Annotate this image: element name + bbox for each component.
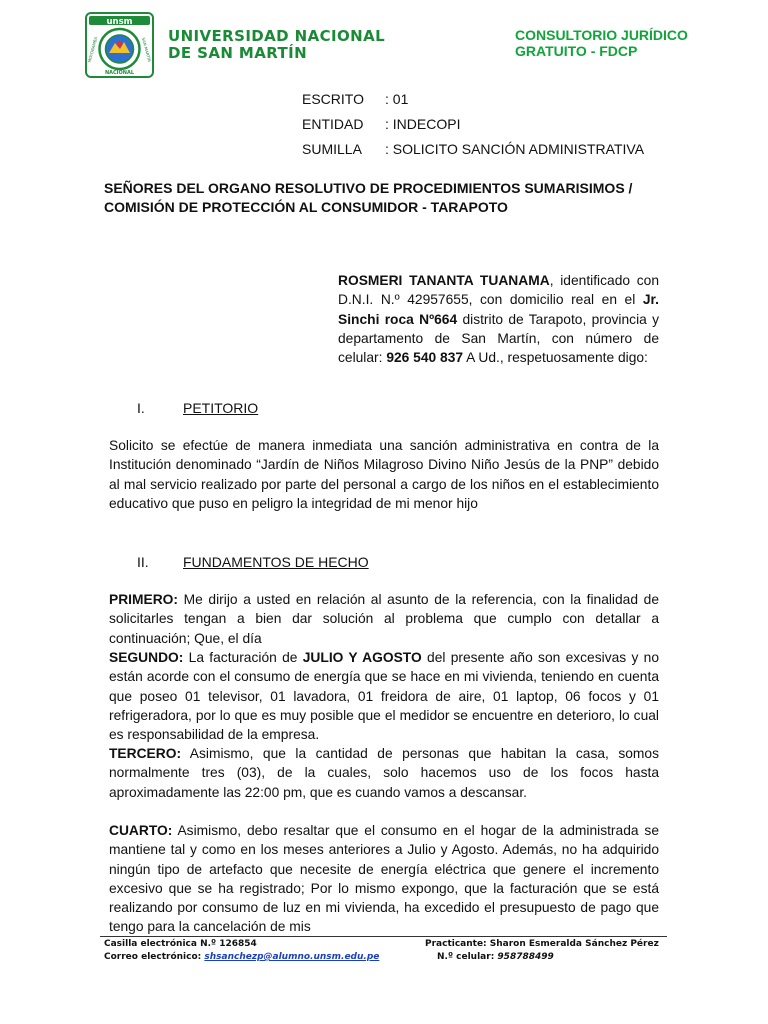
meta-key: ENTIDAD xyxy=(302,116,364,132)
consultorio-title xyxy=(515,27,688,59)
petitorio-paragraph: Solicito se efectúe de manera inmediata una sanción administrativa en contra de la Institución denominado “Jardín de Niños Milagroso Divino Niño Jesús de la PNP” debido al mal servicio realizado por parte del personal a cargo de los niños en el establecimiento educativo que puso en peligro la integridad de mi menor hijo xyxy=(109,438,659,511)
intro-paragraph xyxy=(338,271,659,367)
cuarto-paragraph xyxy=(109,821,659,937)
intro-text-2: distrito de Tarapoto, provincia y departamento de San Martín, con número de celular: xyxy=(338,311,659,366)
segundo-paragraph xyxy=(109,648,659,744)
intro-phone: 926 540 837 xyxy=(386,350,464,366)
tercero-text: Asimismo, que la cantidad de personas que habitan la casa, somos normalmente tres (03), de la cuales, solo hacemos uso de los focos hasta aproximadamente las 22:00 pm, que es cuando vamos a descansar. xyxy=(109,746,659,800)
intro-text-3: A Ud., respetuosamente digo: xyxy=(463,350,648,366)
tercero-label: TERCERO: xyxy=(109,746,182,761)
email-link[interactable]: shsanchezp@alumno.unsm.edu.pe xyxy=(204,952,380,962)
university-name xyxy=(168,28,385,62)
logo-top-text: unsm xyxy=(106,17,133,27)
primero-paragraph xyxy=(109,590,659,648)
section-number: I. xyxy=(137,400,145,416)
consultorio-line2: GRATUITO - FDCP xyxy=(515,43,638,59)
segundo-text-2: del presente año son excesivas y no están acorde con el consumo de energía que se hace en mi vivienda, teniendo en cuenta que poseo 01 televisor, 01 lavadora, 01 freidora de aire, 01 laptop, 06 focos y 01 refrigeradora, por lo que es muy posible que el medidor se encuentre en deterioro, lo cual es responsabilidad de la empresa. xyxy=(109,650,660,743)
section-title-petitorio: PETITORIO xyxy=(183,400,259,416)
logo-right-text: SAN MARTÍN xyxy=(140,36,152,63)
addressee: SEÑORES DEL ORGANO RESOLUTIVO DE PROCEDIMIENTOS SUMARISIMOS / COMISIÓN DE PROTECCIÓN AL CONSUMIDOR - TARAPOTO xyxy=(104,180,633,215)
section-number: II. xyxy=(137,554,149,570)
university-seal-icon xyxy=(87,14,152,76)
cuarto-text: Asimismo, debo resaltar que el consumo en el hogar de la administrada se mantiene tal y como en los meses anteriores a Julio y Agosto. Además, no ha adquirido ningún tipo de artefacto que necesite de energía eléctrica que genere el incremento excesivo que se ha registrado; Por lo mismo expongo, que la facturación que se está realizando por consumo de luz en mi vivienda, ha excedido el presupuesto de pago que tengo para la cancelación de mis xyxy=(109,823,659,935)
meta-value: : 01 xyxy=(385,91,409,107)
segundo-months: JULIO Y AGOSTO xyxy=(302,650,422,665)
meta-key: ESCRITO xyxy=(302,91,364,107)
footer-practicante: Practicante: Sharon Esmeralda Sánchez Pérez xyxy=(425,939,659,949)
footer-celular-label: N.º celular: xyxy=(437,952,498,962)
meta-key: SUMILLA xyxy=(302,141,362,157)
university-name-line2: DE SAN MARTÍN xyxy=(168,44,308,62)
meta-value: : INDECOPI xyxy=(385,116,461,132)
consultorio-line1: CONSULTORIO JURÍDICO xyxy=(515,27,688,43)
tercero-paragraph xyxy=(109,744,659,802)
footer-divider xyxy=(100,936,667,937)
primero-label: PRIMERO: xyxy=(109,592,178,607)
logo-left-text: MOYOBAMBA xyxy=(87,36,99,63)
segundo-label: SEGUNDO: xyxy=(109,650,184,665)
logo-bottom-text: NACIONAL xyxy=(104,70,135,76)
primero-text: Me dirijo a usted en relación al asunto de la referencia, con la finalidad de solicitarles tengan a bien dar solución al problema que cumplo con detallar a continuación; Que, el día xyxy=(109,592,659,646)
university-logo xyxy=(85,12,154,78)
section-title-fundamentos: FUNDAMENTOS DE HECHO xyxy=(183,554,369,570)
intro-name: ROSMERI TANANTA TUANAMA xyxy=(338,273,550,288)
segundo-text-1: La facturación de xyxy=(183,650,303,665)
footer-correo xyxy=(104,952,379,962)
meta-value: : SOLICITO SANCIÓN ADMINISTRATIVA xyxy=(385,141,645,157)
footer-casilla: Casilla electrónica N.º 126854 xyxy=(104,939,257,949)
university-name-line1: UNIVERSIDAD NACIONAL xyxy=(168,27,386,45)
cuarto-label: CUARTO: xyxy=(109,823,173,838)
footer-correo-label: Correo electrónico: xyxy=(104,952,205,962)
footer-celular-value: 958788499 xyxy=(497,952,554,962)
intro-text-1: , identificado con D.N.I. N.º 42957655, con domicilio real en el xyxy=(338,273,659,308)
footer-celular xyxy=(437,952,554,962)
intro-address: Jr. Sinchi roca Nº664 xyxy=(338,292,659,327)
